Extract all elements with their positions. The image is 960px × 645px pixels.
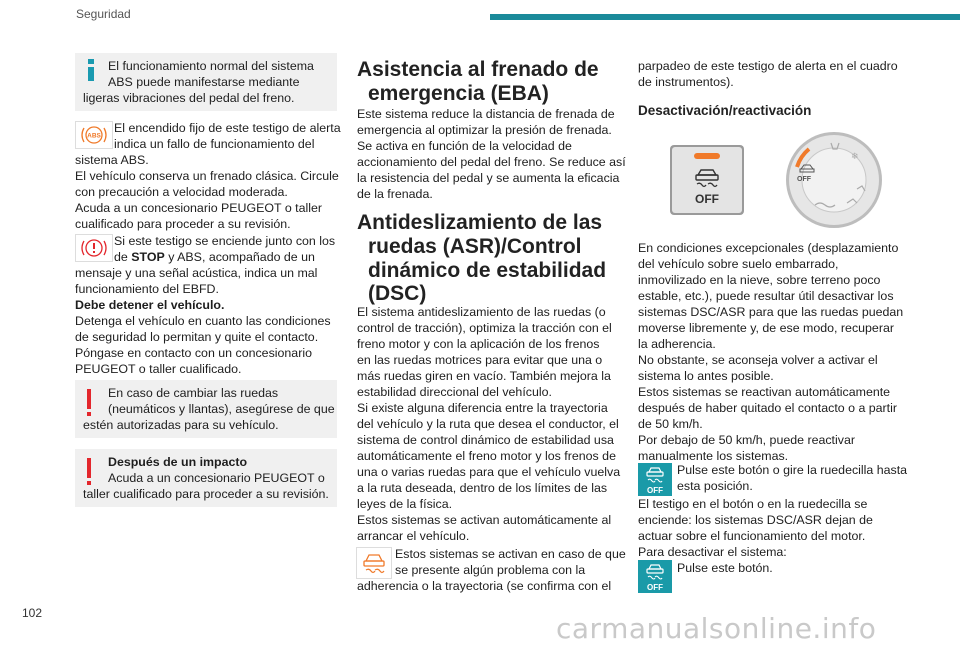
abs-text: sistema ABS. <box>75 153 149 167</box>
ebfd-text-line2: de STOP y ABS, acompañado de un <box>114 250 315 264</box>
abs-text: Acuda a un concesionario PEUGEOT o taller <box>75 201 323 215</box>
asr-text: Si existe alguna diferencia entre la trayectoria <box>357 401 608 415</box>
asr-icon-text: adherencia o la trayectoria (se confirma con el <box>357 579 612 593</box>
button-off-label: OFF <box>695 192 719 206</box>
eba-text: accionamiento del pedal del freno. Se reduce así <box>357 155 626 169</box>
skid-car-icon <box>691 167 723 189</box>
asr-text: una o varias ruedas para que el vehículo vuelva <box>357 465 621 479</box>
deact-text: En condiciones excepcionales (desplazamiento <box>638 241 899 255</box>
warning-note-wheels <box>75 380 337 438</box>
asr-text: freno motor y con la aplicación de los frenos <box>357 337 600 351</box>
deact-text: sistema lo antes posible. <box>638 369 774 383</box>
svg-text:OFF: OFF <box>647 486 663 495</box>
asr-text: sistema de control dinámico de estabilidad usa <box>357 433 614 447</box>
asr-text: del vehículo y la ruta que desea el conductor, el <box>357 417 619 431</box>
warn-line: estén autorizadas para su vehículo. <box>83 418 279 432</box>
asr-text: El sistema antideslizamiento de las ruedas (o <box>357 305 606 319</box>
header-bar <box>490 14 960 20</box>
asr-text: control de tracción), optimiza la tracción con el <box>357 321 612 335</box>
asr-text: arrancar el vehículo. <box>357 529 470 543</box>
after-press-text: actuar sobre el funcionamiento del motor. <box>638 529 866 543</box>
button-indicator-light <box>694 153 720 159</box>
asr-title: dinámico de estabilidad <box>368 259 607 282</box>
deact-text: la adherencia. <box>638 337 716 351</box>
deact-text: después de haber quitado el contacto o a partir <box>638 401 898 415</box>
cont-text: de instrumentos). <box>638 75 734 89</box>
info-icon <box>87 59 93 84</box>
abs-text: El encendido fijo de este testigo de alerta <box>114 121 341 135</box>
abs-text: cualificado para proceder a su revisión. <box>75 217 291 231</box>
deact-text: Por debajo de 50 km/h, puede reactivar <box>638 433 855 447</box>
asr-text: leyes de la física. <box>357 497 453 511</box>
ebfd-text: de seguridad lo permitan y quite el contacto. <box>75 330 319 344</box>
press-text: esta posición. <box>677 479 753 493</box>
asr-text: automáticamente el freno motor y los frenos de <box>357 449 616 463</box>
ebfd-text: mensaje y una señal acústica, indica un mal <box>75 266 318 280</box>
deact-text: moverse libremente y, de ese modo, recuperar <box>638 321 894 335</box>
deact-text: Estos sistemas se reactivan automáticamente <box>638 385 891 399</box>
deact-text: de 50 km/h. <box>638 417 703 431</box>
eba-text: la resistencia del pedal y se aumenta la eficacia <box>357 171 620 185</box>
asr-text: más ruedas giren en vacío. También mejora la <box>357 369 611 383</box>
abs-warning-icon <box>75 121 113 149</box>
warn-line: taller cualificado para proceder a su revisión. <box>83 487 329 501</box>
info-line: ABS puede manifestarse mediante <box>108 75 300 89</box>
cont-text: parpadeo de este testigo de alerta en el cuadro <box>638 59 898 73</box>
after-press-text: Para desactivar el sistema: <box>638 545 787 559</box>
dial-off-label: OFF <box>797 176 811 183</box>
warn-line: Acuda a un concesionario PEUGEOT o <box>108 471 325 485</box>
asr-title: Antideslizamiento de las <box>357 211 603 234</box>
asr-text: a la ruta deseada, dentro de los límites de las <box>357 481 608 495</box>
watermark: carmanualsonline.info <box>556 612 877 645</box>
after-press-text: El testigo en el botón o en la ruedecilla se <box>638 497 868 511</box>
ebfd-bold: Debe detener el vehículo. <box>75 298 225 312</box>
asr-icon-text: Estos sistemas se activan en caso de que <box>395 547 626 561</box>
dsc-off-button[interactable] <box>670 145 744 215</box>
warn-line: En caso de cambiar las ruedas <box>108 386 279 400</box>
asr-text: Estos sistemas se activan automáticamente al <box>357 513 612 527</box>
warn-title: Después de un impacto <box>108 455 248 469</box>
eba-title: Asistencia al frenado de <box>357 58 599 81</box>
skid-warning-icon <box>356 547 392 579</box>
eba-text: Este sistema reduce la distancia de frenada de <box>357 107 615 121</box>
deact-text: No obstante, se aconseja volver a activar el <box>638 353 878 367</box>
press-text: Pulse este botón o gire la ruedecilla hasta <box>677 463 908 477</box>
svg-text:❄: ❄ <box>851 152 859 162</box>
after-press-text: enciende: los sistemas DSC/ASR dejan de <box>638 513 873 527</box>
info-line: El funcionamiento normal del sistema <box>108 59 314 73</box>
drive-mode-dial[interactable] <box>785 131 883 229</box>
info-line: ligeras vibraciones del pedal del freno. <box>83 91 295 105</box>
svg-text:ABS: ABS <box>87 132 101 140</box>
deact-title: Desactivación/reactivación <box>638 103 812 118</box>
deact-text: sistemas DSC/ASR para que las ruedas puedan <box>638 305 904 319</box>
abs-text: con precaución a velocidad moderada. <box>75 185 288 199</box>
warn-line: (neumáticos y llantas), asegúrese de que <box>108 402 335 416</box>
eba-text: Se activa en función de la velocidad de <box>357 139 572 153</box>
ebfd-text: Si este testigo se enciende junto con los <box>114 234 336 248</box>
asr-text: estabilidad direccional del vehículo. <box>357 385 552 399</box>
ebfd-text: Detenga el vehículo en cuanto las condiciones <box>75 314 331 328</box>
eba-text: emergencia al optimizar la presión de frenada. <box>357 123 612 137</box>
eba-title: emergencia (EBA) <box>368 82 549 105</box>
ebfd-text: PEUGEOT o taller cualificado. <box>75 362 242 376</box>
ebfd-text: Póngase en contacto con un concesionario <box>75 346 312 360</box>
svg-text:OFF: OFF <box>647 583 663 592</box>
abs-text: El vehículo conserva un frenado clásica. Circule <box>75 169 339 183</box>
press2-text: Pulse este botón. <box>677 561 773 575</box>
dsc-off-mini-icon <box>638 463 672 496</box>
brake-warning-icon <box>75 234 113 262</box>
section-title: Seguridad <box>76 7 131 21</box>
asr-title: ruedas (ASR)/Control <box>368 235 582 258</box>
deact-text: manualmente los sistemas. <box>638 449 789 463</box>
ebfd-text: funcionamiento del EBFD. <box>75 282 219 296</box>
info-note-abs <box>75 53 337 111</box>
page-number: 102 <box>22 606 43 620</box>
deact-text: del vehículo sobre suelo embarrado, <box>638 257 839 271</box>
abs-text: indica un fallo de funcionamiento del <box>114 137 315 151</box>
eba-text: de la frenada. <box>357 187 433 201</box>
warning-note-impact <box>75 449 337 507</box>
asr-title: (DSC) <box>368 282 427 305</box>
asr-text: en las ruedas motrices para evitar que una o <box>357 353 603 367</box>
deact-text: estable, etc.), puede resultar útil desactivar los <box>638 289 894 303</box>
dsc-off-mini-icon <box>638 560 672 593</box>
deact-text: inmovilizado en la nieve, sobre terreno poco <box>638 273 881 287</box>
asr-icon-text: se presente algún problema con la <box>395 563 586 577</box>
